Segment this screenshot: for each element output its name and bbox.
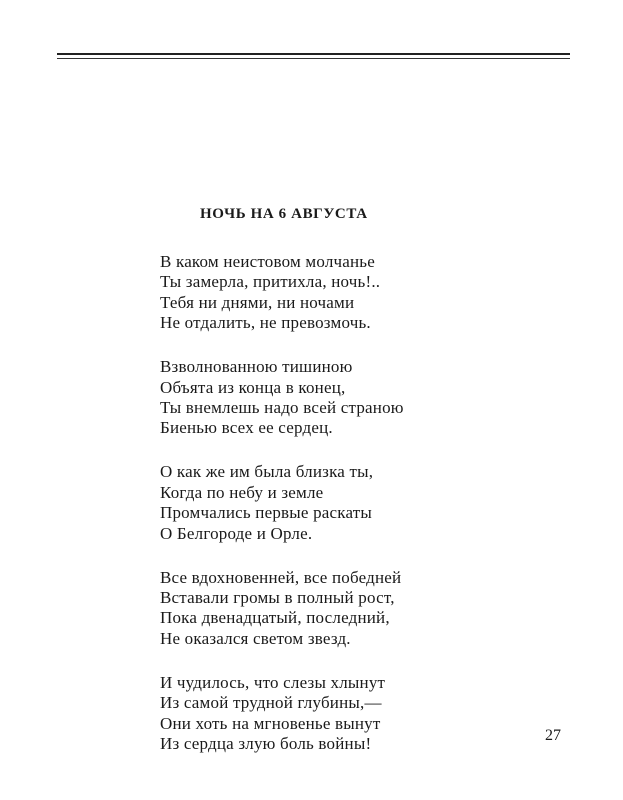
poem-line: И чудилось, что слезы хлынут bbox=[160, 672, 386, 692]
poem-line: Они хоть на мгновенье вынут bbox=[160, 713, 381, 733]
poem-line: О как же им была близка ты, bbox=[160, 462, 374, 482]
poem-line: Ты замерла, притихла, ночь!.. bbox=[160, 272, 381, 292]
poem-line: Все вдохновенней, все победней bbox=[160, 567, 402, 587]
page-number: 27 bbox=[545, 727, 561, 744]
poem-line: Ты внемлешь надо всей страною bbox=[160, 398, 404, 418]
stanza-5 bbox=[160, 673, 480, 755]
poem-line: Объята из конца в конец, bbox=[160, 377, 346, 397]
poem-line: Из самой трудной глубины,— bbox=[160, 693, 382, 713]
stanza-3 bbox=[160, 462, 480, 544]
top-rule-thick-line bbox=[57, 53, 570, 55]
stanza-1 bbox=[160, 252, 480, 334]
stanza-2 bbox=[160, 357, 480, 439]
poem-line: Промчались первые раскаты bbox=[160, 503, 373, 523]
stanza-4 bbox=[160, 568, 480, 650]
poem-line: В каком неистовом молчанье bbox=[160, 252, 376, 271]
poem-line: О Белгороде и Орле. bbox=[160, 523, 313, 543]
poem-line: Биенью всех ее сердец. bbox=[160, 418, 333, 438]
top-double-rule bbox=[57, 53, 570, 62]
poem-line: Взволнованною тишиною bbox=[160, 357, 353, 377]
top-rule-thin-line bbox=[57, 58, 570, 59]
poem-line: Когда по небу и земле bbox=[160, 482, 324, 502]
poem-line: Не отдалить, не превозмочь. bbox=[160, 313, 371, 333]
poem-line: Тебя ни днями, ни ночами bbox=[160, 292, 355, 312]
poem-body bbox=[160, 252, 480, 755]
poem-line: Из сердца злую боль войны! bbox=[160, 734, 372, 754]
poem-line: Пока двенадцатый, последний, bbox=[160, 608, 390, 628]
poem-title: НОЧЬ НА 6 АВГУСТА bbox=[200, 206, 368, 222]
poem-line: Не оказался светом звезд. bbox=[160, 628, 351, 648]
poem-line: Вставали громы в полный рост, bbox=[160, 588, 395, 608]
